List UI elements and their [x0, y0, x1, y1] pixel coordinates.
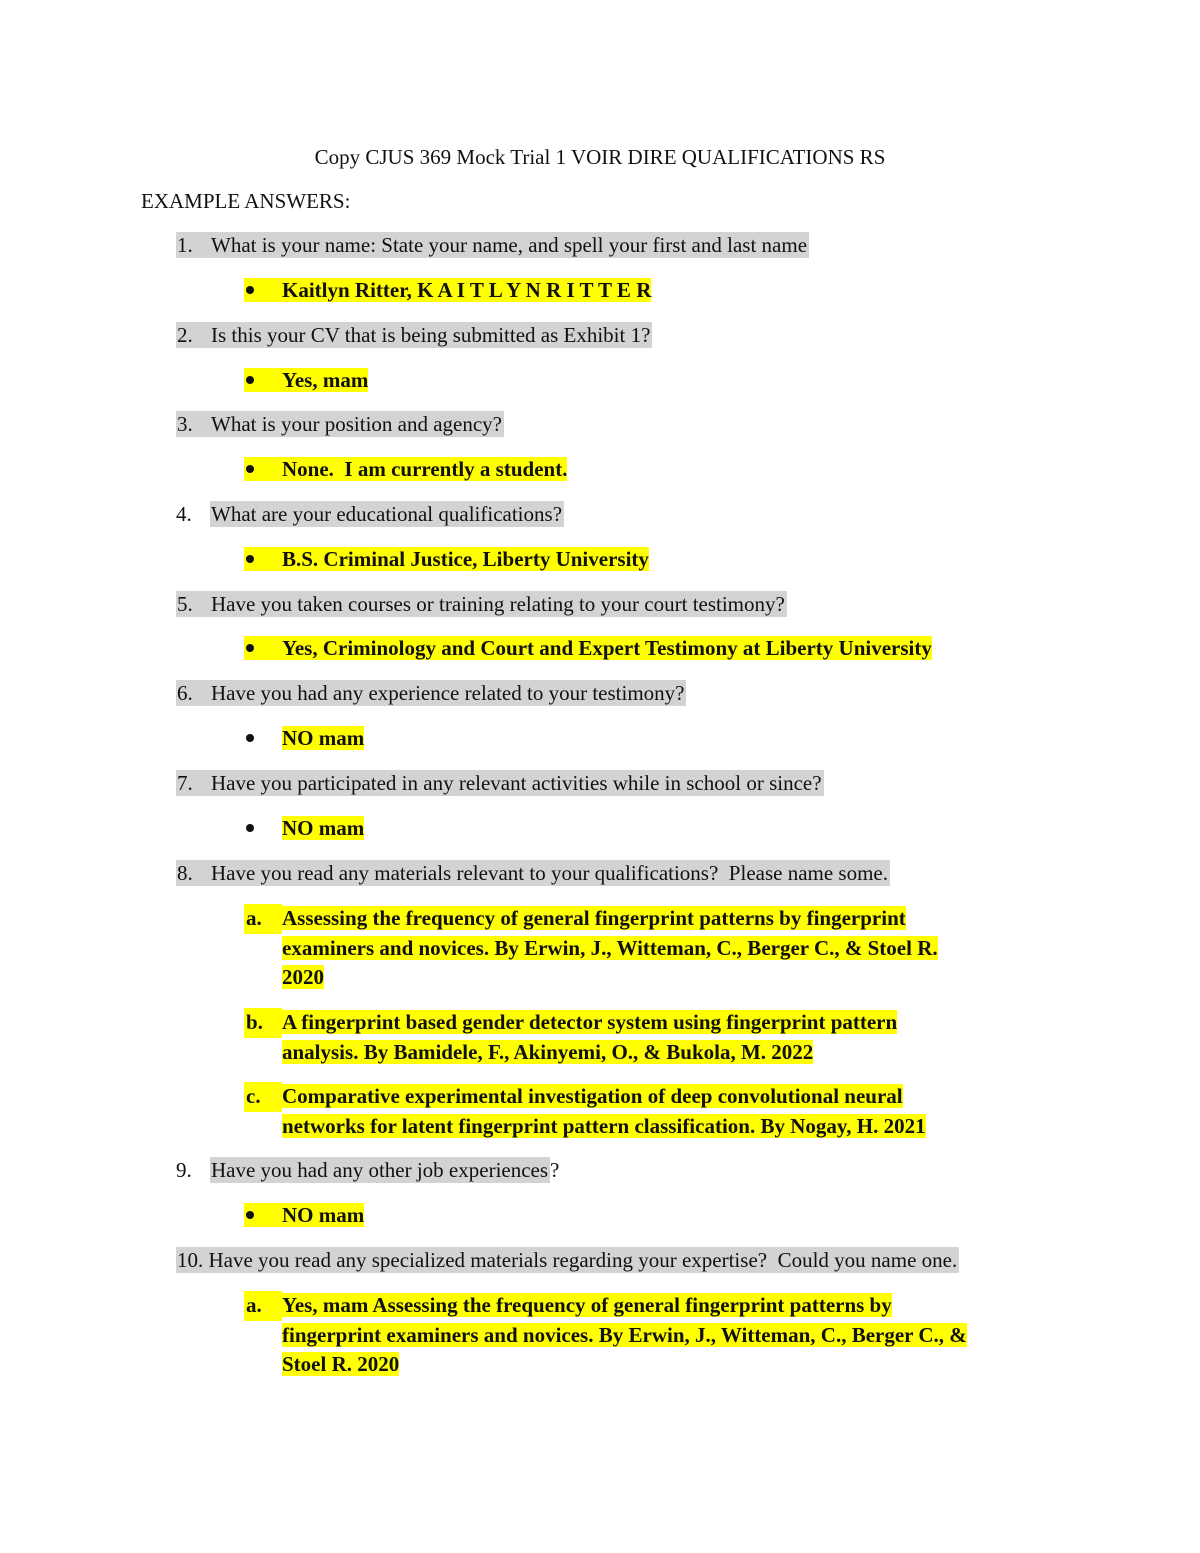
answer-1 — [244, 276, 651, 305]
question-8 — [176, 859, 890, 888]
bullet-icon — [244, 814, 282, 843]
answer-2 — [244, 366, 368, 395]
list-letter: a. — [244, 904, 282, 934]
reference-item-10a — [244, 1291, 1044, 1380]
reference-line: A fingerprint based gender detector system using fingerprint pattern — [282, 1010, 898, 1034]
question-number: 10. — [177, 1248, 204, 1272]
reference-line: Assessing the frequency of general fingerprint patterns by fingerprint — [282, 906, 906, 930]
question-6 — [176, 679, 686, 708]
reference-line: analysis. By Bamidele, F., Akinyemi, O., & Bukola, M. 2022 — [282, 1039, 814, 1064]
answer-text: Yes, mam — [282, 368, 369, 392]
question-number: 1. — [177, 233, 193, 257]
bullet-icon — [244, 634, 282, 663]
question-5 — [176, 590, 787, 619]
reference-line: 2020 — [282, 965, 324, 989]
reference-line: fingerprint examiners and novices. By Erwin, J., Witteman, C., Berger C., & — [282, 1322, 967, 1347]
reference-line: Comparative experimental investigation of deep convolutional neural — [282, 1084, 903, 1108]
list-letter: a. — [244, 1291, 282, 1321]
answer-text: None. I am currently a student. — [282, 457, 568, 481]
question-text: Have you participated in any relevant activities while in school or since? — [211, 771, 822, 795]
answer-text: Yes, Criminology and Court and Expert Testimony at Liberty University — [282, 636, 932, 660]
question-text: Have you read any specialized materials regarding your expertise? Could you name one. — [208, 1248, 958, 1272]
answer-7 — [244, 814, 364, 843]
answer-6 — [244, 724, 364, 753]
question-1 — [176, 231, 809, 260]
question-text: Have you had any other job experiences — [211, 1158, 549, 1182]
bullet-icon — [244, 724, 282, 753]
reference-line: networks for latent fingerprint pattern classification. By Nogay, H. 2021 — [282, 1113, 926, 1138]
question-number: 8. — [177, 861, 193, 885]
question-number: 6. — [177, 681, 193, 705]
bullet-icon — [244, 1201, 282, 1230]
question-number: 2. — [177, 323, 193, 347]
reference-line: Stoel R. 2020 — [282, 1352, 400, 1376]
reference-line: Yes, mam Assessing the frequency of general fingerprint patterns by — [282, 1293, 892, 1317]
answer-text: Kaitlyn Ritter, K A I T L Y N R I T T E R — [282, 278, 652, 302]
answer-text: B.S. Criminal Justice, Liberty University — [282, 547, 649, 571]
question-text: Have you read any materials relevant to your qualifications? Please name some. — [211, 861, 889, 885]
question-9 — [176, 1156, 559, 1185]
reference-item-8a — [244, 904, 1044, 993]
answer-5 — [244, 634, 932, 663]
question-number: 3. — [177, 412, 193, 436]
question-number: 9. — [176, 1158, 192, 1182]
question-2 — [176, 321, 652, 350]
answer-text: NO mam — [282, 1203, 365, 1227]
bullet-icon — [244, 366, 282, 395]
question-number: 5. — [177, 592, 193, 616]
reference-line: examiners and novices. By Erwin, J., Witteman, C., Berger C., & Stoel R. — [282, 935, 938, 960]
question-4 — [176, 500, 564, 529]
answer-text: NO mam — [282, 726, 365, 750]
answer-text: NO mam — [282, 816, 365, 840]
question-text: Have you had any experience related to your testimony? — [211, 681, 685, 705]
question-10 — [176, 1246, 959, 1275]
bullet-icon — [244, 545, 282, 574]
question-7 — [176, 769, 824, 798]
list-letter: c. — [244, 1082, 282, 1112]
question-number: 7. — [177, 771, 193, 795]
document-subtitle: EXAMPLE ANSWERS: — [141, 189, 351, 213]
reference-item-8b — [244, 1008, 1044, 1067]
question-number: 4. — [176, 502, 192, 526]
question-3 — [176, 410, 504, 439]
document-title: Copy CJUS 369 Mock Trial 1 VOIR DIRE QUALIFICATIONS RS — [314, 145, 886, 169]
question-text: What is your position and agency? — [211, 412, 503, 436]
question-text: What is your name: State your name, and spell your first and last name — [211, 233, 808, 257]
bullet-icon — [244, 455, 282, 484]
question-text-tail: ? — [550, 1158, 560, 1182]
question-text: Is this your CV that is being submitted as Exhibit 1? — [211, 323, 651, 347]
answer-9 — [244, 1201, 364, 1230]
bullet-icon — [244, 276, 282, 305]
answer-3 — [244, 455, 567, 484]
list-letter: b. — [244, 1008, 282, 1038]
question-text: Have you taken courses or training relating to your court testimony? — [211, 592, 785, 616]
reference-item-8c — [244, 1082, 1044, 1141]
question-text: What are your educational qualifications? — [211, 502, 563, 526]
answer-4 — [244, 545, 649, 574]
